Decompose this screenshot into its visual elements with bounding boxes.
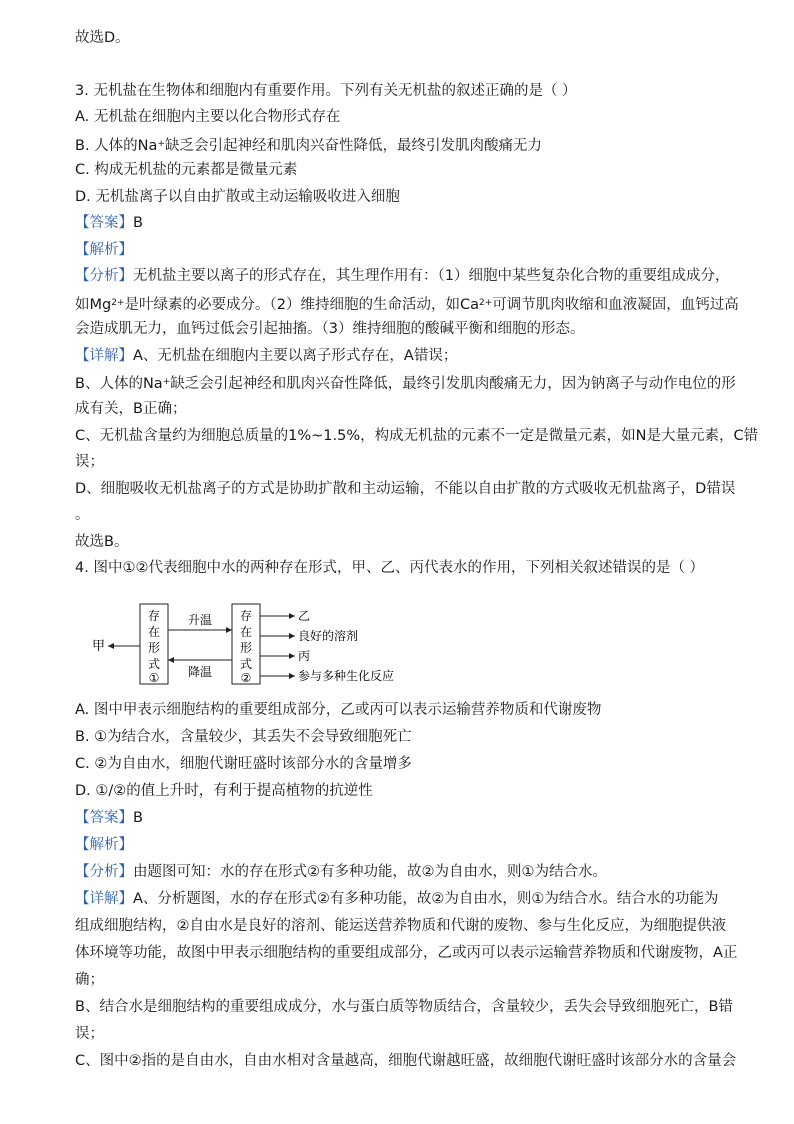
detail-line: C、图中②指的是自由水，自由水相对含量越高，细胞代谢越旺盛，故细胞代谢旺盛时该部分水的含量会 (75, 1053, 737, 1069)
text-line: 故选D。 (75, 30, 130, 46)
output-solvent: 良好的溶剂 (298, 629, 359, 643)
arrow-head (226, 627, 232, 633)
detail-line: 。 (75, 507, 90, 523)
detail-line: 成有关，B正确； (75, 401, 187, 417)
output-reactions: 参与多种生化反应 (298, 669, 395, 683)
detail-line: C、无机盐含量约为细胞总质量的1%~1.5%，构成无机盐的元素不一定是微量元素，如N是大量元素，C错 (75, 428, 759, 444)
box1-char: 存 (147, 609, 161, 623)
output-bing: 丙 (298, 649, 311, 663)
detail-line: B、人体的Na+缺乏会引起神经和肌肉兴奋性降低，最终引发肌肉酸痛无力，因为钠离子与动作电位的形 (75, 376, 736, 392)
label-cool: 降温 (187, 665, 213, 679)
detail-line: 体环境等功能，故图中甲表示细胞结构的重要组成部分，乙或丙可以表示运输营养物质和代谢废物，A正 (75, 945, 738, 961)
diagram-label-jia: 甲 (92, 639, 106, 654)
arrow-head (289, 613, 295, 619)
detail-line: D、细胞吸收无机盐离子的方式是协助扩散和主动运输，不能以自由扩散的方式吸收无机盐离子，D错误 (75, 481, 736, 497)
label-heat: 升温 (187, 613, 213, 627)
arrow-head (108, 643, 114, 649)
answer-line: 【答案】B (75, 215, 143, 231)
box1-char: 形 (147, 641, 161, 655)
answer-line: 【答案】B (75, 810, 143, 826)
detail-line: B、结合水是细胞结构的重要组成成分，水与蛋白质等物质结合，含量较少，丢失会导致细胞死亡，B错 (75, 999, 733, 1015)
detail-line: 确； (75, 972, 104, 988)
box1-char: 式 (147, 657, 161, 671)
box2-char: 式 (239, 657, 253, 671)
water-forms-diagram (90, 600, 430, 690)
text-line: 故选B。 (75, 534, 129, 550)
detail-line: 【详解】A、分析题图，水的存在形式②有多种功能，故②为自由水，则①为结合水。结合水的功能为 (75, 891, 719, 907)
option-d: D. 无机盐离子以自由扩散或主动运输吸收进入细胞 (75, 189, 400, 205)
analysis-heading: 【解析】 (75, 837, 133, 853)
box2-char: 存 (239, 609, 253, 623)
arrow-head (289, 633, 295, 639)
box2-char: 形 (239, 641, 253, 655)
option-c: C. ②为自由水，细胞代谢旺盛时该部分水的含量增多 (75, 756, 412, 772)
option-b: B. ①为结合水，含量较少，其丢失不会导致细胞死亡 (75, 729, 412, 745)
analysis-line: 如$Mg^{2+}$是叶绿素的必要成分。（2）维持细胞的生命活动，如$Ca^{2+}$可调节肌肉收缩和血液凝固，血钙过高 (75, 297, 739, 313)
detail-line: 【详解】A、无机盐在细胞内主要以离子形式存在，A错误； (75, 348, 458, 364)
box2-char: 在 (239, 625, 253, 639)
detail-line: 误； (75, 454, 104, 470)
output-yi: 乙 (298, 609, 311, 623)
box2-char: ② (240, 671, 252, 685)
option-c: C. 构成无机盐的元素都是微量元素 (75, 162, 298, 178)
arrow-head (289, 673, 295, 679)
option-d: D. ①/②的值上升时，有利于提高植物的抗逆性 (75, 783, 373, 799)
question-4-stem: 4. 图中①②代表细胞中水的两种存在形式，甲、乙、丙代表水的作用，下列相关叙述错误的是（ ） (75, 560, 705, 576)
detail-line: 误； (75, 1026, 104, 1042)
box1-char: 在 (147, 625, 161, 639)
option-b: B. 人体的Na+缺乏会引起神经和肌肉兴奋性降低，最终引发肌肉酸痛无力 (75, 138, 542, 154)
analysis-line: 【分析】无机盐主要以离子的形式存在，其生理作用有：（1）细胞中某些复杂化合物的重要组成成分， (75, 268, 730, 284)
question-3-stem: 3. 无机盐在生物体和细胞内有重要作用。下列有关无机盐的叙述正确的是（ ） (75, 83, 577, 99)
option-a: A. 无机盐在细胞内主要以化合物形式存在 (75, 109, 341, 125)
box1-char: ① (148, 671, 160, 685)
analysis-line: 会造成肌无力，血钙过低会引起抽搐。（3）维持细胞的酸碱平衡和细胞的形态。 (75, 321, 585, 337)
arrow-head (168, 657, 174, 663)
detail-line: 组成细胞结构，②自由水是良好的溶剂、能运送营养物质和代谢的废物、参与生化反应，为细胞提供液 (75, 918, 726, 934)
option-a: A. 图中甲表示细胞结构的重要组成部分，乙或丙可以表示运输营养物质和代谢废物 (75, 702, 602, 718)
arrow-head (289, 653, 295, 659)
analysis-line: 【分析】由题图可知：水的存在形式②有多种功能，故②为自由水，则①为结合水。 (75, 864, 607, 880)
analysis-heading: 【解析】 (75, 242, 133, 258)
